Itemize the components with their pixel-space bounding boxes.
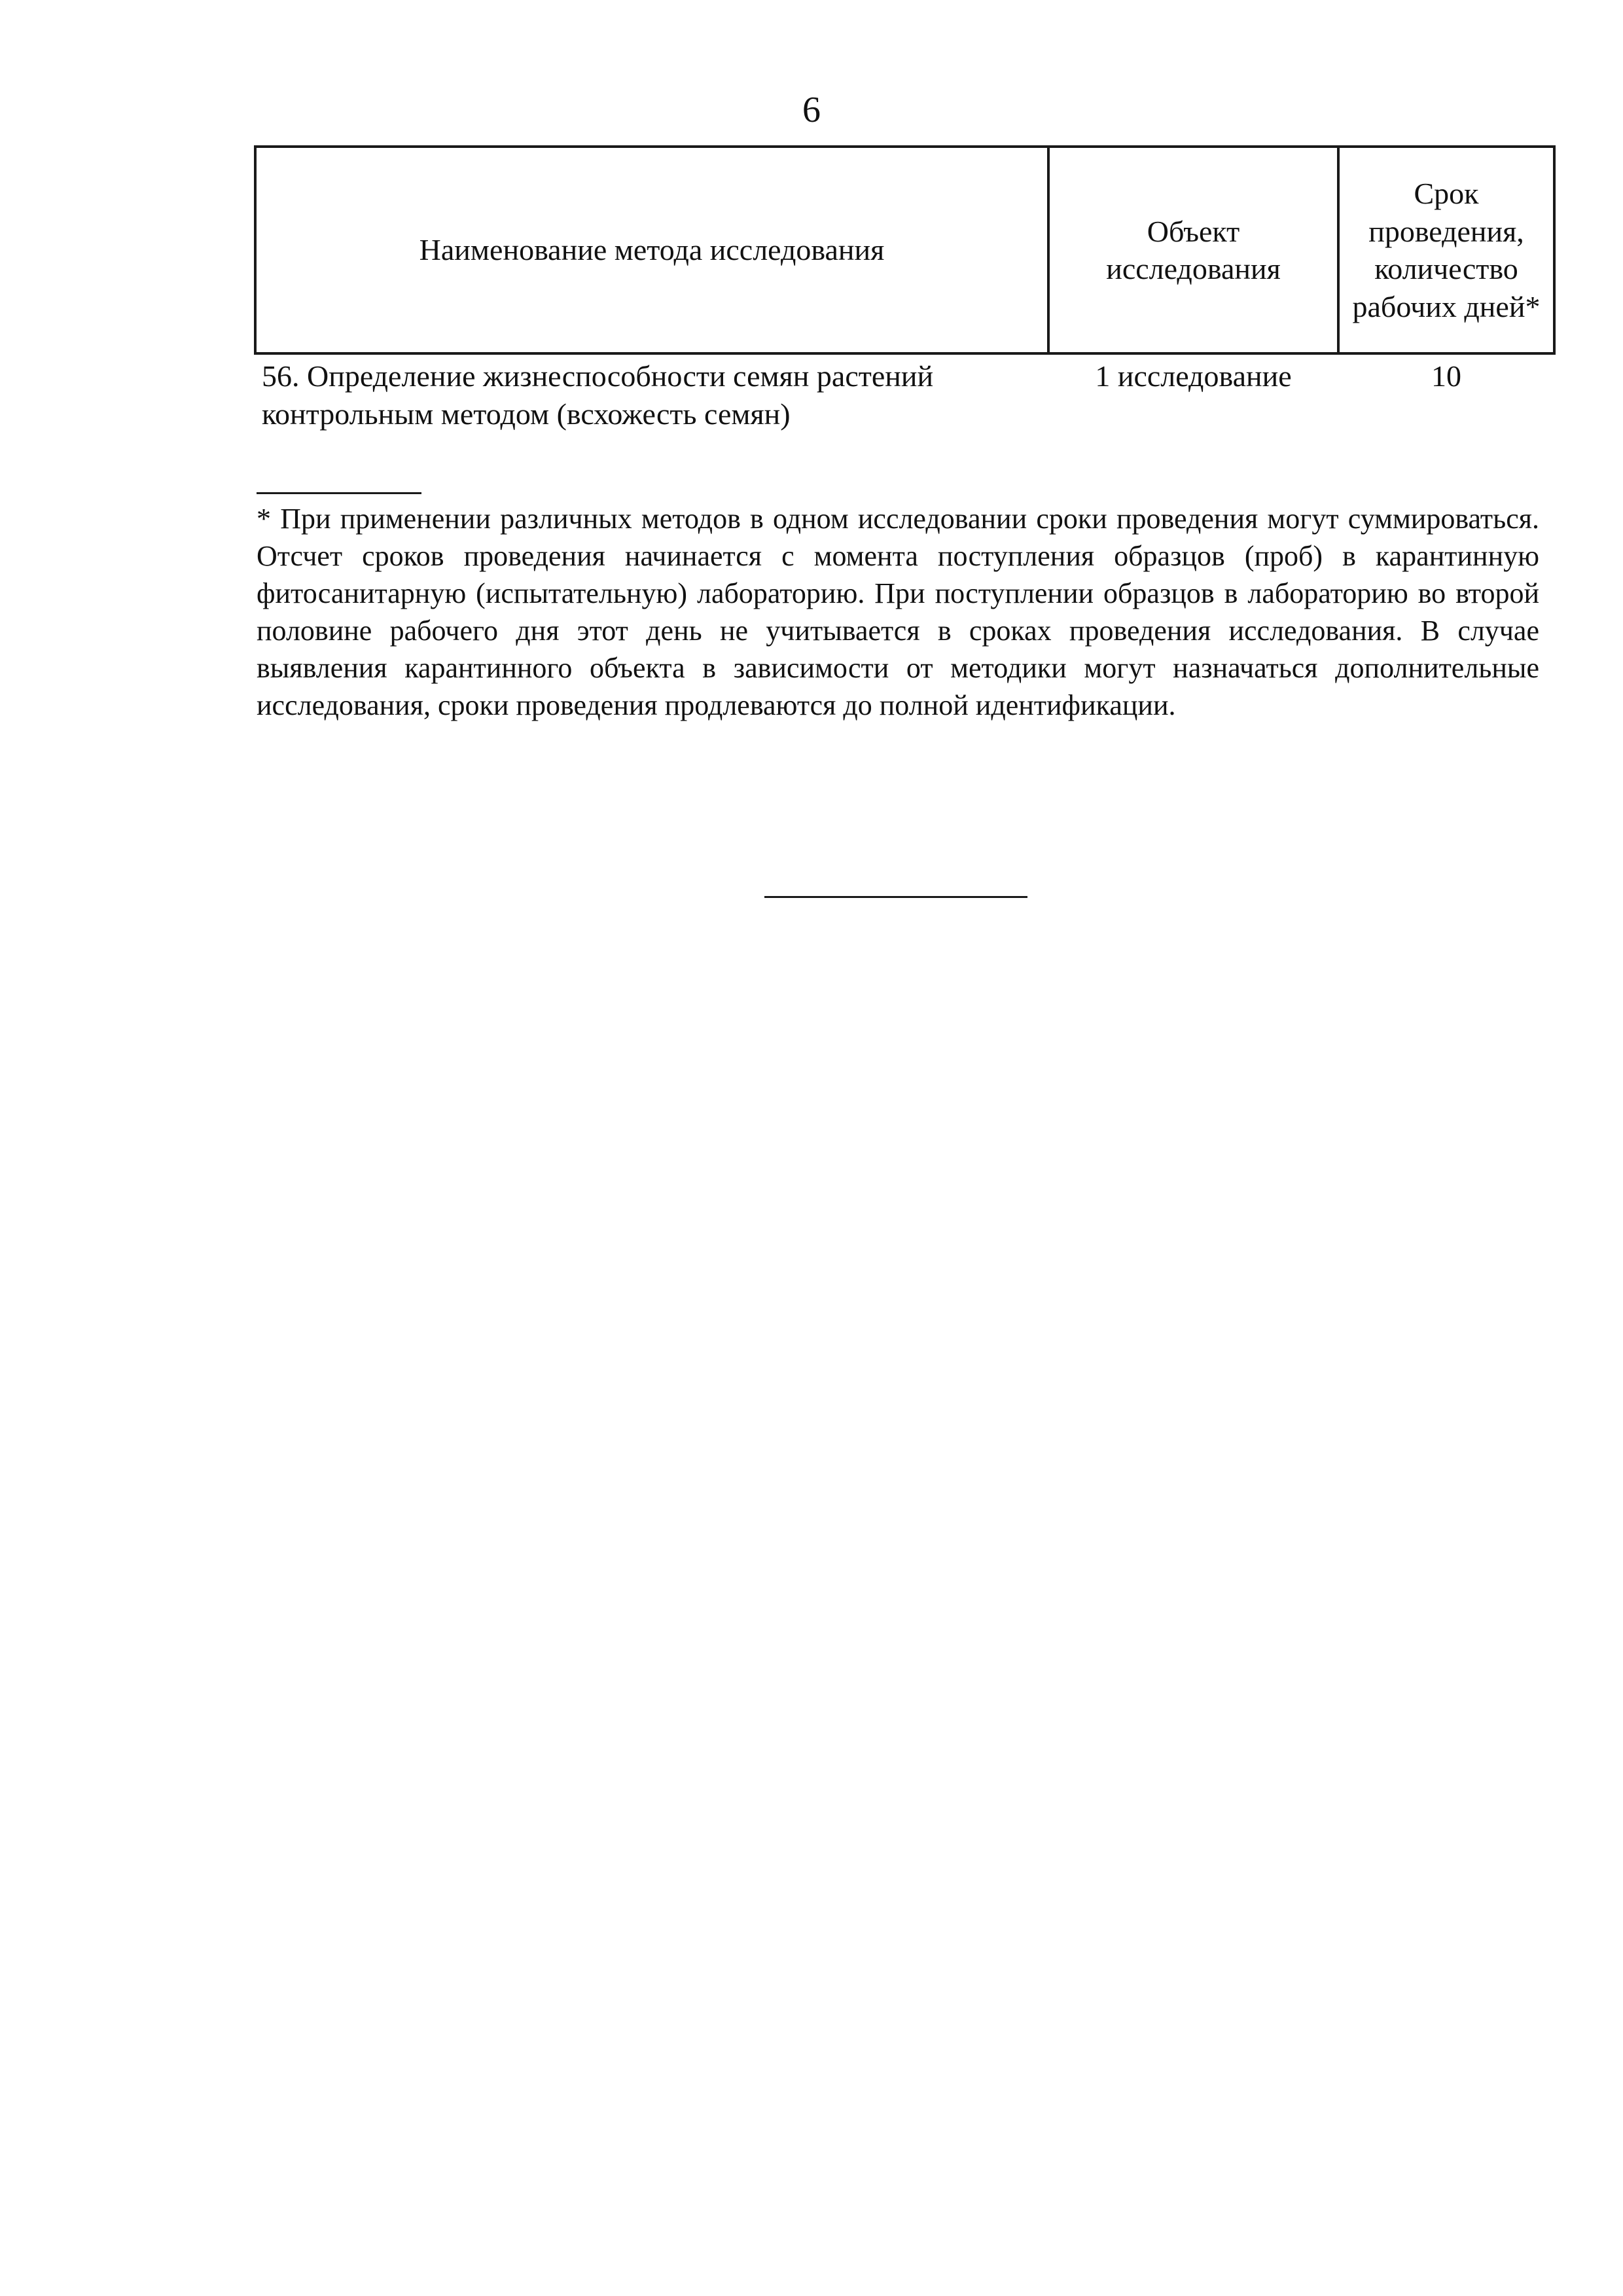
row-duration: 10 (1431, 359, 1461, 393)
methods-table-container (254, 145, 1553, 433)
document-end-line (764, 896, 1027, 898)
header-row (255, 147, 1554, 353)
header-object: Объект исследования (1048, 147, 1338, 353)
footnote-text: * При применении различных методов в одном исследовании сроки проведения могут суммироваться. Отсчет сроков проведения начинается с момента поступления образцов (проб) в карантинную фитосанитарную (испытательную) лабораторию. При поступлении образцов в лабораторию во второй половине рабочего дня этот день не учитывается в сроках проведения исследования. В случае выявления карантинного объекта в зависимости от методики могут назначаться дополнительные исследования, сроки проведения продлеваются до полной идентификации. (257, 503, 1539, 721)
table-row (255, 353, 1554, 433)
row-method-name: 56. Определение жизнеспособности семян растений контрольным методом (всхожесть семян) (262, 359, 934, 431)
row-object: 1 исследование (1095, 359, 1292, 393)
header-method-name: Наименование метода исследования (255, 147, 1048, 353)
page-number: 6 (802, 90, 821, 130)
header-duration: Срок проведения, количество рабочих дней* (1338, 147, 1554, 353)
table-body (255, 353, 1554, 433)
table-header (255, 147, 1554, 353)
methods-table (254, 145, 1556, 433)
footnote-divider (257, 492, 421, 494)
